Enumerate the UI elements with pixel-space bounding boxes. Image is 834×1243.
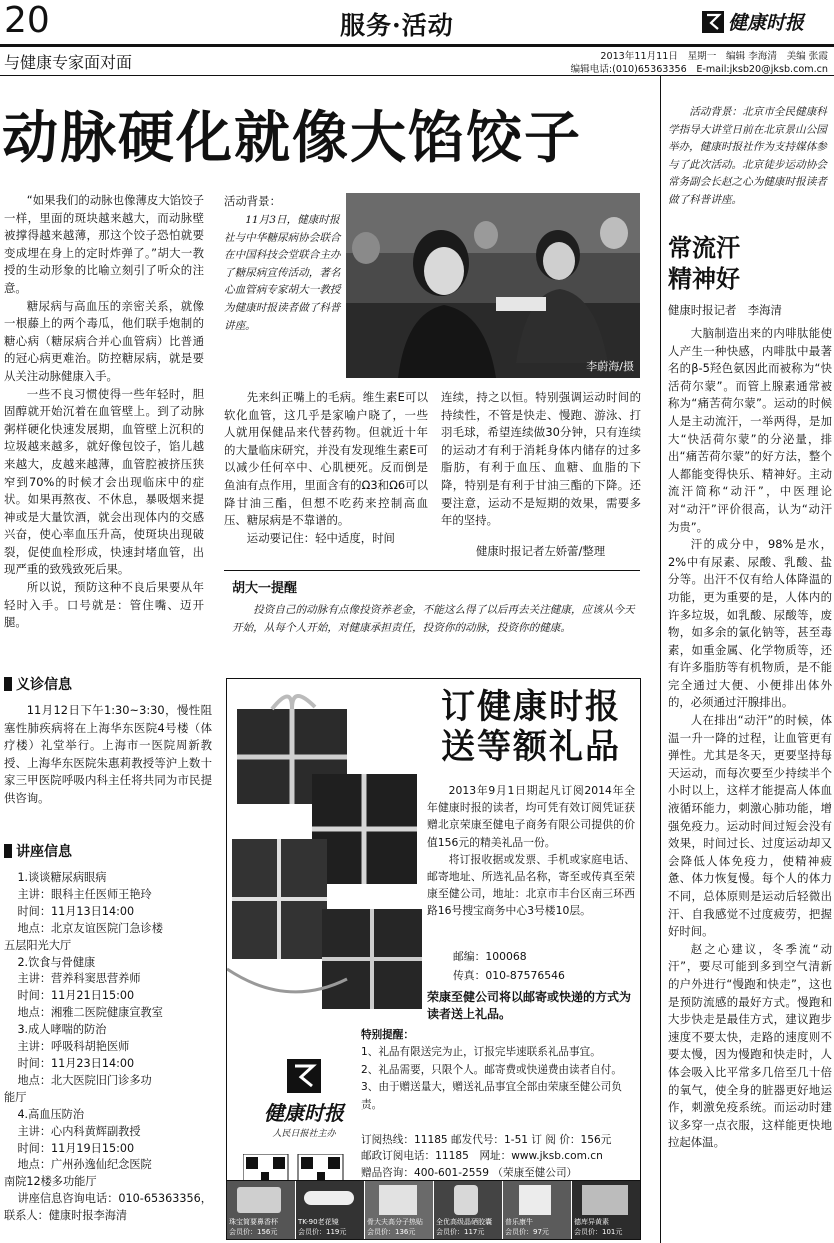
ad-contacts: 订阅热线：11185 邮发代号：1-51 订 阅 价：156元 邮政订阅电话：11185 网址：www.jksb.com.cn 赠品咨询：400-601-2559 （荣康至健公司） <box>361 1134 612 1179</box>
photo-credit: 李蔚海/摄 <box>586 360 634 373</box>
product-image <box>519 1185 551 1215</box>
article-paragraph: “如果我们的动脉也像薄皮大馅饺子一样，里面的斑块越来越大，而动脉壁被撑得越来越薄，那这个饺子恐怕就要变成埋在身上的定时炸弹了。”胡大一教授的生动形象的比喻立刻引了听众的注意。 <box>4 193 204 295</box>
clinic-info-heading: 义诊信息 <box>4 674 72 694</box>
article-paragraph: 连续，持之以恒。特别强调运动时间的持续性，不管是快走、慢跑、游泳、打羽毛球，希望连续做30分钟，只有连续的运动才有利于消耗身体内储存的过多脂肪，有利于血压、血糖、血脂的下降，特别是有利于甘油三酯的下降。还要注意，运动不是短期的效果，需要多年的坚持。 <box>441 390 641 528</box>
right-activity-note: 活动背景：北京市全民健康科学指导大讲堂日前在北京景山公园举办，健康时报社作为支持媒体参与了此次活动。北京徒步运动协会常务副会长赵之心为健康时报读者做了科普讲座。 <box>668 106 827 206</box>
list-item: 讲座信息咨询电话：010-65363356，联系人：健康时报李海清 <box>4 1192 212 1223</box>
article-paragraph: 运动要记住：轻中适度，时间 <box>246 530 395 545</box>
right-headline: 常流汗 精神好 <box>668 233 740 293</box>
list-item: 时间：11月23日14:00 <box>17 1056 135 1070</box>
audience-photo-icon <box>346 193 640 378</box>
lecture-photo <box>346 193 640 378</box>
product-item <box>572 1181 640 1239</box>
headline: 动脉硬化就像大馅饺子 <box>2 105 582 171</box>
quote-box-title: 胡大一提醒 <box>232 581 298 596</box>
product-image <box>582 1185 628 1215</box>
activity-note-label: 活动背景： <box>224 194 281 208</box>
product-item <box>434 1181 503 1239</box>
product-name: 骨大夫高分子热贴 <box>367 1218 423 1226</box>
product-image <box>237 1187 281 1213</box>
date-line: 2013年11月11日 星期一 编辑 李海清 美编 张霞 <box>600 51 828 62</box>
list-item: 主讲：呼吸科胡艳医师 <box>17 1040 130 1054</box>
column-name: 与健康专家面对面 <box>4 53 133 72</box>
masthead-logo <box>702 8 804 35</box>
list-item: 主讲：心内科黄辉副教授 <box>17 1124 141 1138</box>
product-price: 会员价：97元 <box>505 1228 549 1236</box>
product-price: 会员价：136元 <box>367 1228 416 1236</box>
list-item: 能厅 <box>4 1090 27 1104</box>
contact-line: 编辑电话:(010)65363356 E-mail:jksb20@jksb.com.cn <box>570 64 828 75</box>
article-paragraph: 汗的成分中，98%是水，2%中有尿素、尿酸、乳酸、盐分等。出汗不仅有给人体降温的功能，更为重要的是，人体内的许多垃圾，如乳酸、尿酸等，废物，如多余的氯化钠等，甚至毒素，如重金属、化学物质等，还有许多脂肪等有机物质，是不能完全通过大便、小便排出体外的，必须通过汗腺排出。 <box>668 537 832 710</box>
article-paragraph: 所以说，预防这种不良后果要从年轻时入手。口号就是：管住嘴、迈开腿。 <box>4 580 204 630</box>
article-paragraph: 一些不良习惯使得一些年轻时，胆固醇就开始沉着在血管壁上。到了动脉粥样硬化快速发展期，血管壁上沉积的垃圾越来越多，就好像包饺子，馅儿越来越大，皮越来越薄，血管腔被挤压狭窄到70%的时候才会出现临床中的症状。如果再熬夜、不休息，暴吸烟来提神或是大量饮酒，就会出现体内的交感兴奋，使心率血压升高，使斑块出现破裂，促使血栓形成，快速封堵血管，出现严重的致残致死后果。 <box>4 386 204 577</box>
product-item <box>365 1181 434 1239</box>
list-item: 南院12楼多功能厅 <box>4 1175 97 1189</box>
list-item: 主讲：营养科窦思营养师 <box>17 972 141 986</box>
article-paragraph: 先来纠正嘴上的毛病。维生素E可以软化血管，这几乎是家喻户晓了，一些人就用保健品来代替药物。但就近十年的大量临床研究，并没有发现维生素E可以减少任何卒中、心肌梗死。反而倒是鱼油有点作用，里面含有的Ω3和Ω6可以降甘油三酯，但想不吃药来控制高血压、糖尿病是不靠谱的。 <box>224 390 428 528</box>
list-item: 3.成人哮喘的防治 <box>17 1023 107 1037</box>
ad-tips: 特别提醒： 1、礼品有限送完为止，订报完毕速联系礼品事宜。 2、礼品需要，只限个人。邮寄费或快递费由读者自付。 3、由于赠送量大，赠送礼品事宜全部由荣康至健公司负责。 <box>361 1029 622 1111</box>
logo-text: 健康时报 <box>728 12 805 34</box>
list-item: 地点：湘雅二医院健康宣教室 <box>17 1006 163 1020</box>
list-item: 2.饮食与骨健康 <box>17 955 96 969</box>
product-price: 会员价：156元 <box>229 1228 278 1236</box>
product-strip <box>226 1180 641 1240</box>
ad-postcode: 邮编：100068 <box>453 950 527 963</box>
product-image <box>454 1185 478 1215</box>
section-mark-icon <box>4 844 12 858</box>
product-name: 全优高级晶硒胶囊 <box>436 1218 492 1226</box>
product-image <box>379 1185 417 1215</box>
ad-body: 2013年9月1日期起凡订阅2014年全年健康时报的读者，均可凭有效订阅凭证获赠北京荣康至健电子商务有限公司提供的价值156元的精美礼品一份。 将订报收据或发票、手机或家庭电话、邮寄地址、所选礼品名称，寄至或传真至荣康至健公司，地址：北京市丰台区南三环西路16号搜宝商务中心3号楼10层。 <box>427 784 635 918</box>
list-item: 地点：北京友谊医院门急诊楼 <box>17 921 163 935</box>
activity-note: 11月3日，健康时报社与中华糖尿病协会联合在中国科技会堂联合主办了糖尿病宣传活动，著名心血管病专家胡大一教授为健康时报读者做了科普讲座。 <box>224 214 341 332</box>
product-item <box>296 1181 365 1239</box>
right-byline: 健康时报记者 李海清 <box>668 303 782 317</box>
list-item: 地点：北大医院旧门诊多功 <box>17 1073 152 1087</box>
product-name: 珠宝简要鼻香杯 <box>229 1218 278 1226</box>
lecture-info-heading: 讲座信息 <box>4 841 72 861</box>
ad-logo: 健康时报 人民日报社主办 <box>249 1059 359 1139</box>
list-item: 五层阳光大厅 <box>4 938 72 952</box>
subscription-ad <box>226 678 641 1238</box>
product-name: TK-90老花镜 <box>298 1218 339 1226</box>
ad-title: 订健康时报 送等额礼品 <box>441 687 621 767</box>
article-paragraph: 赵之心建议，冬季流“动汗”，要尽可能到多到空气清新的户外进行“慢跑和快走”，这也是预防流感的最好方式。慢跑和大步快走是最佳方式，建议跑步速度不要太快，走路的速度则不要太慢，因为慢跑和快走时，人体会吸入比平常多几倍至几十倍的氧气，使全身的脏器更好地运作，刺激免疫系统。而运动时建议多穿一点衣服，这样能更快地拉起体温。 <box>668 941 832 1150</box>
list-item: 地点：广州孙逸仙纪念医院 <box>17 1158 152 1172</box>
product-name: 德库异黄素 <box>574 1218 609 1226</box>
main-article-col3 <box>224 389 428 547</box>
ad-notice: 荣康至健公司将以邮寄或快递的方式为读者送上礼品。 <box>427 990 632 1021</box>
lecture-list <box>4 870 212 1225</box>
list-item: 时间：11月13日14:00 <box>17 904 135 918</box>
logo-mark-icon <box>287 1059 321 1093</box>
section-title: 服务·活动 <box>340 11 454 40</box>
main-article-col4 <box>441 389 641 530</box>
article-paragraph: 大脑制造出来的内啡肽能使人产生一种快感，内啡肽中最著名的β-5羟色氨因此而被称为“快活荷尔蒙”。而管上腺素通常被称为“痛苦荷尔蒙”。运动的时候人是主动流汗，一举两得，是加大“快活荷尔蒙”的分泌量，排出“痛苦荷尔蒙”的好方法，整个人都能变得快乐、精神好。主动流汗简称“动汗”，中医理论对“动汗”评价很高，认为“动汗为贵”。 <box>668 326 832 534</box>
page-number: 20 <box>4 0 50 41</box>
clinic-info-text: 11月12日下午1:30~3:30，慢性阻塞性肺疾病将在上海华东医院4号楼（体疗楼）礼堂举行。上海市一医院周新教授、上海华东医院朱惠莉教授等沪上数十家三甲医院呼吸内科主任将共同为市民提供咨询。 <box>4 703 212 805</box>
byline: 健康时报记者左娇蕾/整理 <box>476 544 606 558</box>
ad-fax: 传真：010-87576546 <box>453 969 565 982</box>
main-article-col1 <box>4 192 204 632</box>
gift-boxes-icon <box>227 679 427 1059</box>
article-paragraph: 人在排出“动汗”的时候，体温一升一降的过程，让血管更有弹性。尤其是冬天，更要坚持每天运动，而每次要至少持续半个小时以上，这样才能提高人体血液循环能力，刺激心肺功能，增强免疫力。运动时间过短会没有效果，时间过长、过度运动却又会降低人体免疫力，使精神疲惫、体力恢复慢。每个人的体力不同，总体原则是运动后轻微出汗、自我感觉不过度疲劳，把握好时间。 <box>668 713 832 939</box>
product-item <box>227 1181 296 1239</box>
list-item: 时间：11月19日15:00 <box>17 1141 135 1155</box>
list-item: 时间：11月21日15:00 <box>17 989 135 1003</box>
product-item <box>503 1181 572 1239</box>
product-price: 会员价：101元 <box>574 1228 623 1236</box>
article-paragraph: 糖尿病与高血压的亲密关系，就像一根藤上的两个毒瓜，他们联手炮制的糖心病（糖尿病合并心血管病）比普通的冠心病更难治。防控糖尿病，就是要从关注动脉健康入手。 <box>4 298 204 383</box>
quote-box-text: 投资自己的动脉有点像投资养老金，不能这么得了以后再去关注健康，应该从今天开始，从每个人开始，对健康承担责任，投资你的动脉，投资你的健康。 <box>232 604 635 634</box>
product-name: 普乐康牛 <box>505 1218 533 1226</box>
list-item: 主讲：眼科主任医师王艳玲 <box>17 887 152 901</box>
logo-mark-icon <box>702 11 724 33</box>
list-item: 4.高血压防治 <box>17 1107 85 1121</box>
product-price: 会员价：119元 <box>298 1228 347 1236</box>
product-image <box>304 1191 354 1205</box>
product-price: 会员价：117元 <box>436 1228 485 1236</box>
right-article <box>668 325 832 1152</box>
section-mark-icon <box>4 677 12 691</box>
list-item: 1.谈谈糖尿病眼病 <box>17 871 107 884</box>
